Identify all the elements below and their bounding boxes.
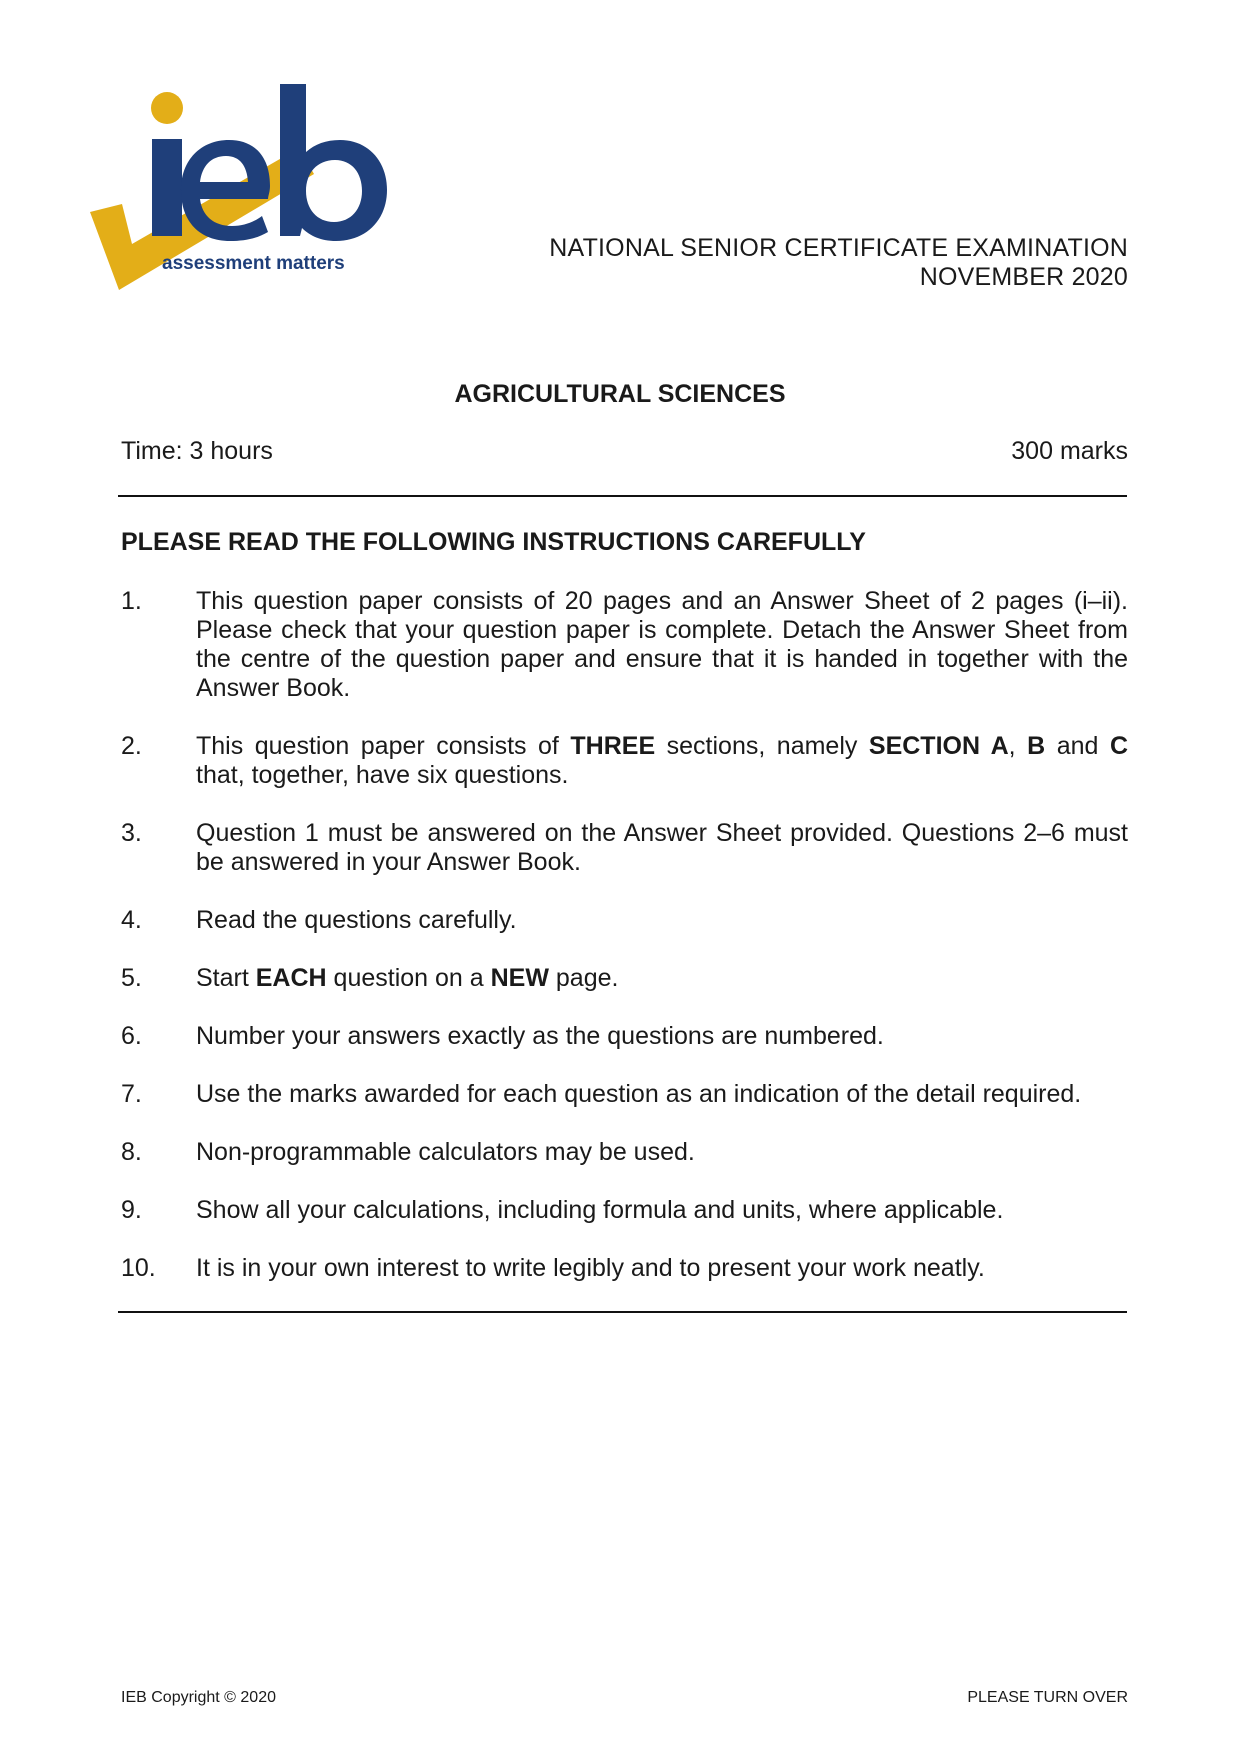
logo-i-stem [152,139,182,236]
instruction-text [196,1138,1128,1167]
logo-b [280,84,387,241]
instruction-segment: Read the questions carefully. [196,906,517,934]
instruction-text [196,964,1128,993]
instruction-segment: Show all your calculations, including formula and units, where applicable. [196,1196,1004,1224]
instruction-number: 3. [121,819,142,847]
instruction-text [196,1254,1128,1283]
instruction-text [196,1080,1128,1109]
instruction-number: 5. [121,964,142,992]
time-allowed: Time: 3 hours [121,437,273,465]
footer-turn-over: PLEASE TURN OVER [967,1689,1128,1706]
divider-bottom [118,1311,1127,1313]
instruction-text [196,587,1128,703]
logo-e [181,140,270,241]
instruction-segment: It is in your own interest to write legibly and to present your work neatly. [196,1254,985,1282]
instruction-number: 7. [121,1080,142,1108]
instruction-segment: page. [548,964,619,992]
instruction-number: 6. [121,1022,142,1050]
instruction-number: 9. [121,1196,142,1224]
instruction-number: 8. [121,1138,142,1166]
instruction-number: 1. [121,587,142,615]
instruction-item [121,1022,1128,1051]
ieb-logo [84,84,434,314]
instruction-segment: Start [196,964,256,992]
instruction-text [196,1196,1128,1225]
instruction-emphasis: THREE [570,732,656,760]
instruction-segment: This question paper consists of [196,732,571,760]
subject-title: AGRICULTURAL SCIENCES [454,380,786,408]
exam-date: NOVEMBER 2020 [919,263,1128,291]
instruction-segment: question on a [326,964,491,992]
instruction-item [121,1138,1128,1167]
instruction-item [121,1196,1128,1225]
footer-copyright: IEB Copyright © 2020 [121,1689,276,1706]
instruction-item [121,732,1128,790]
logo-i-dot [151,92,183,124]
instruction-emphasis: C [1109,732,1128,760]
instruction-segment: This question paper consists of 20 pages and an Answer Sheet of 2 pages (i–ii). Please check that your question paper is complete. Detach the Answer Sheet from the centre of the question paper and ensure that it is handed in together with the Answer Book. [196,587,1128,702]
instruction-text [196,1022,1128,1051]
exam-header [549,234,1128,292]
instruction-number: 10. [121,1254,156,1282]
instruction-segment: sections, namely [655,732,869,760]
exam-meta-row [121,437,1128,466]
instructions-list [121,587,1128,1312]
instruction-text [196,819,1128,877]
divider-top [118,495,1127,497]
instruction-item [121,1080,1128,1109]
instruction-item [121,587,1128,703]
instruction-text [196,906,1128,935]
total-marks: 300 marks [1011,437,1128,465]
instruction-segment: Use the marks awarded for each question as an indication of the detail required. [196,1080,1082,1108]
instruction-item [121,819,1128,877]
instruction-segment: Non-programmable calculators may be used. [196,1138,695,1166]
instructions-heading: PLEASE READ THE FOLLOWING INSTRUCTIONS CAREFULLY [121,528,866,556]
instruction-emphasis: EACH [255,964,327,992]
instruction-item [121,1254,1128,1283]
instruction-segment: , [1008,732,1028,760]
logo-tagline: assessment matters [162,253,345,274]
instruction-item [121,964,1128,993]
instruction-segment: and [1045,732,1110,760]
instruction-number: 2. [121,732,142,760]
instruction-segment: Question 1 must be answered on the Answer Sheet provided. Questions 2–6 must be answered in your Answer Book. [196,819,1128,876]
instruction-emphasis: B [1027,732,1046,760]
instruction-number: 4. [121,906,142,934]
instruction-emphasis: SECTION A [868,732,1009,760]
instruction-segment: Number your answers exactly as the questions are numbered. [196,1022,884,1050]
instruction-item [121,906,1128,935]
exam-title: NATIONAL SENIOR CERTIFICATE EXAMINATION [549,234,1128,262]
instruction-segment: that, together, have six questions. [196,761,569,789]
instruction-emphasis: NEW [490,964,549,992]
instruction-text [196,732,1128,790]
